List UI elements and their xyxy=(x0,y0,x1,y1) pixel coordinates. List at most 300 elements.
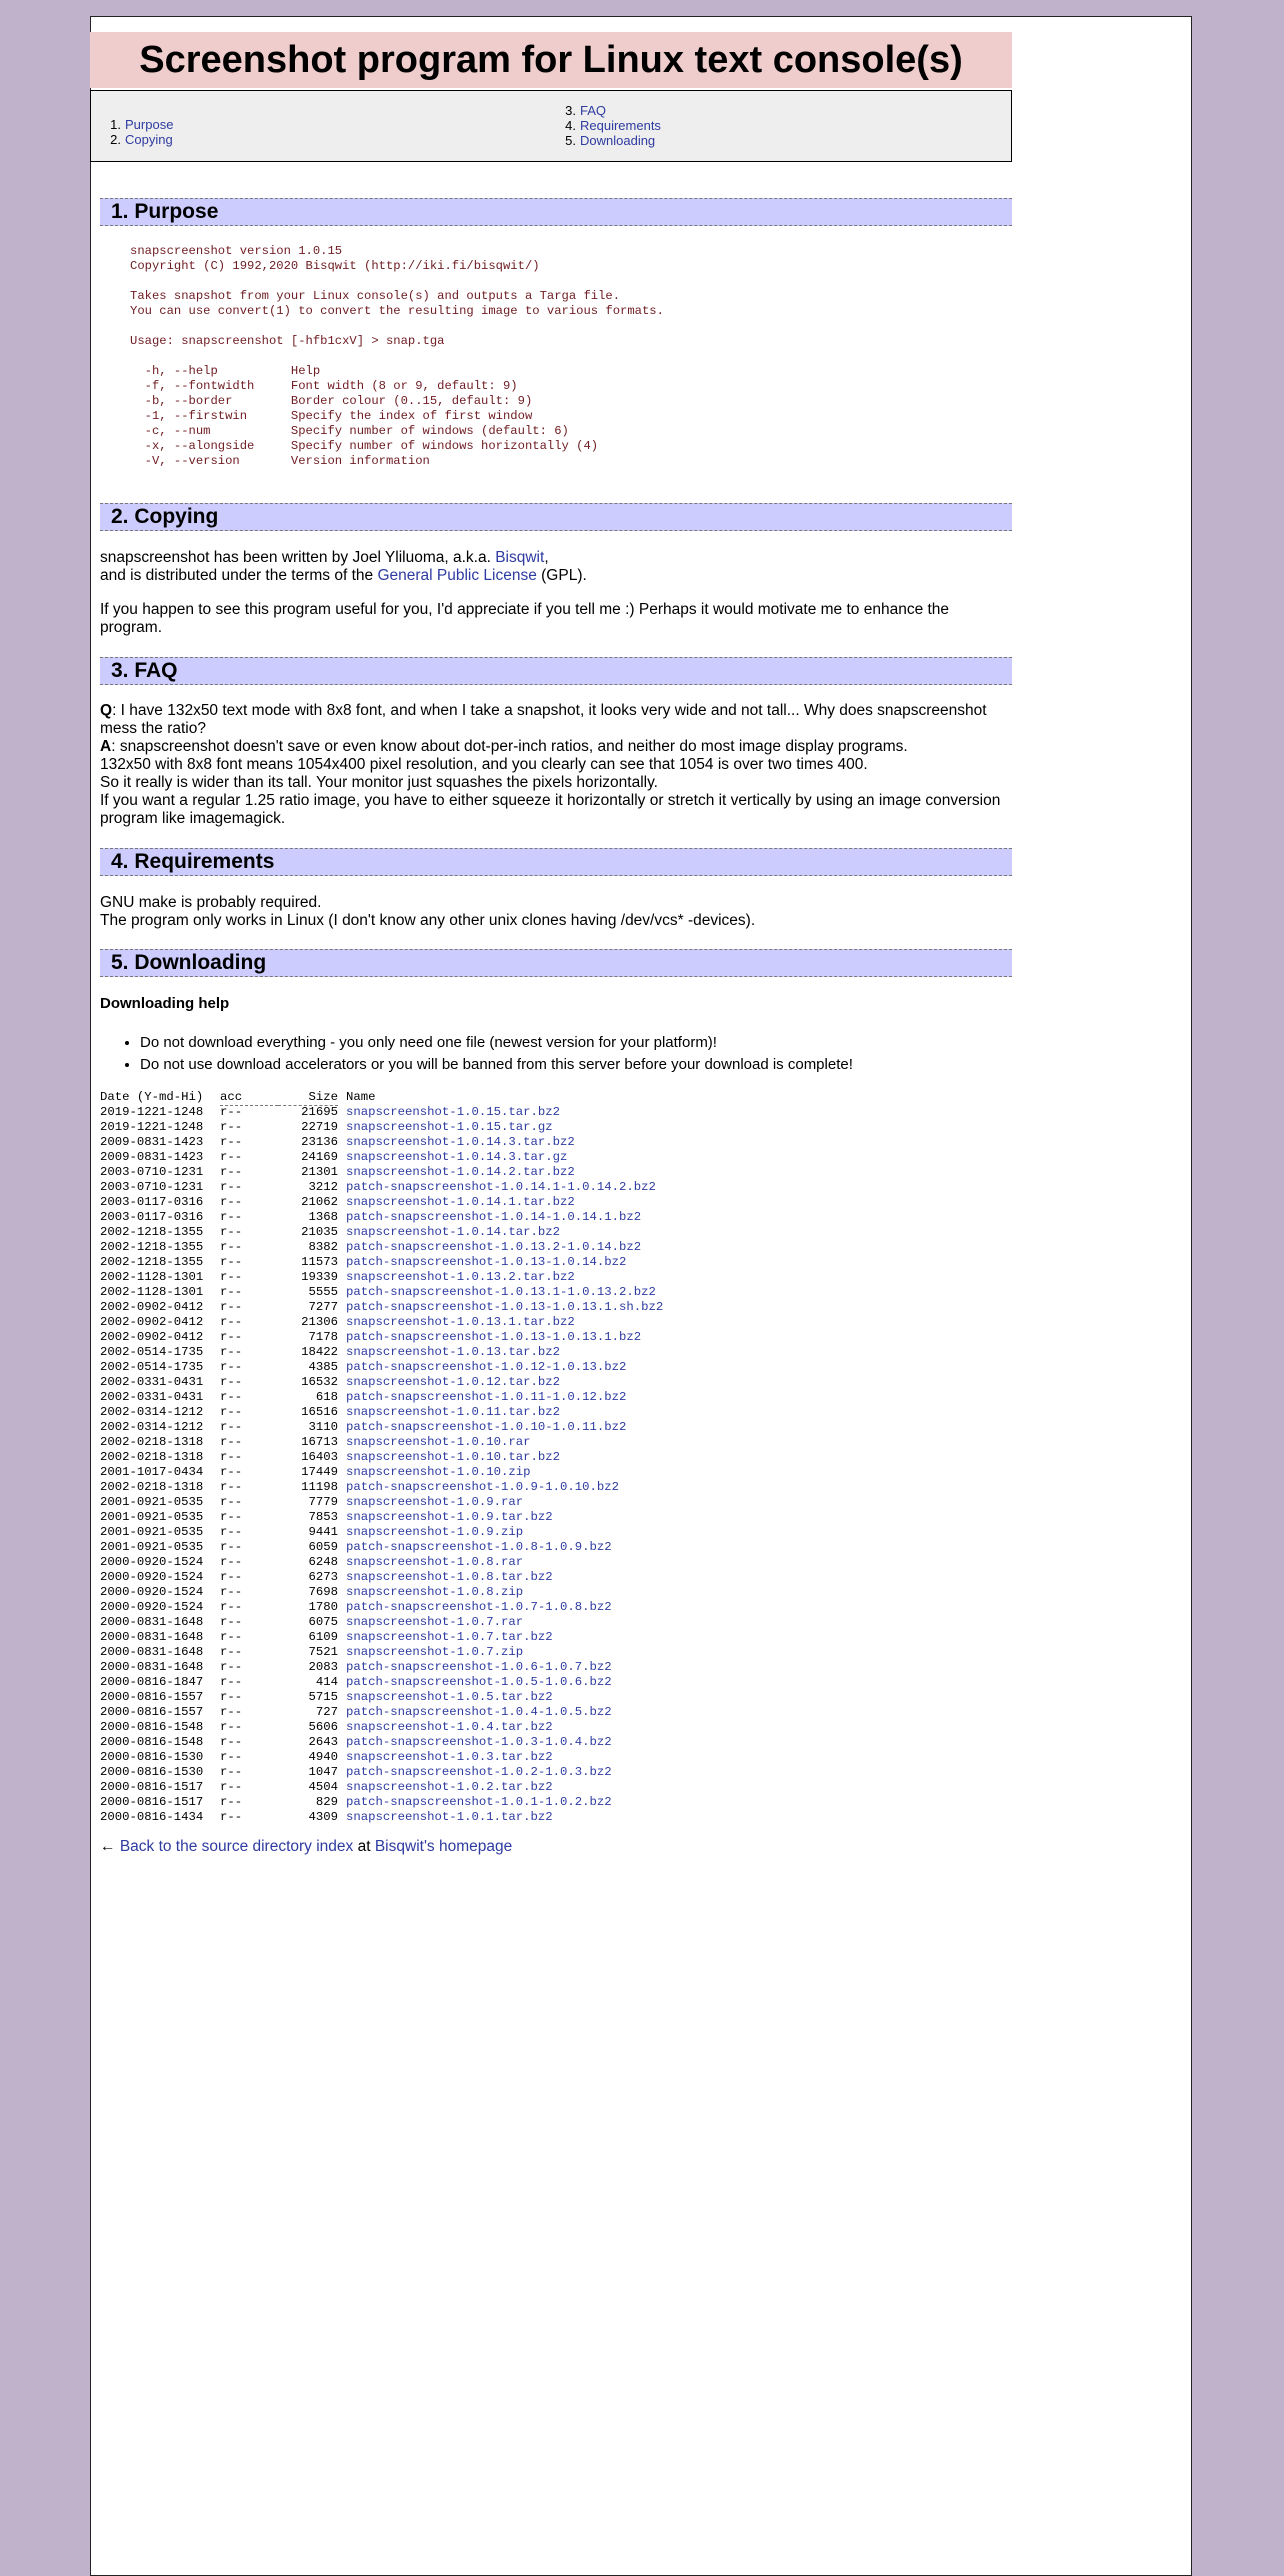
file-row xyxy=(100,1315,663,1330)
file-access: r-- xyxy=(220,1765,243,1779)
toc-number: 5. xyxy=(565,133,576,148)
file-download-link[interactable]: snapscreenshot-1.0.15.tar.bz2 xyxy=(346,1105,561,1119)
file-download-link[interactable]: patch-snapscreenshot-1.0.13-1.0.14.bz2 xyxy=(346,1255,627,1269)
file-date: 2000-0816-1517 xyxy=(100,1780,204,1794)
file-row xyxy=(100,1480,663,1495)
file-row xyxy=(100,1630,663,1645)
file-access: r-- xyxy=(220,1585,243,1599)
file-download-link[interactable]: patch-snapscreenshot-1.0.1-1.0.2.bz2 xyxy=(346,1795,612,1809)
copying-text: , xyxy=(544,549,549,566)
file-date: 2000-0831-1648 xyxy=(100,1660,204,1674)
file-row xyxy=(100,1660,663,1675)
file-access: r-- xyxy=(220,1570,243,1584)
file-access: r-- xyxy=(220,1555,243,1569)
file-download-link[interactable]: snapscreenshot-1.0.10.zip xyxy=(346,1465,531,1479)
file-access: r-- xyxy=(220,1660,243,1674)
file-download-link[interactable]: patch-snapscreenshot-1.0.14-1.0.14.1.bz2 xyxy=(346,1210,642,1224)
file-row xyxy=(100,1510,663,1525)
file-access: r-- xyxy=(220,1330,243,1344)
file-access: r-- xyxy=(220,1195,243,1209)
file-download-link[interactable]: patch-snapscreenshot-1.0.8-1.0.9.bz2 xyxy=(346,1540,612,1554)
section-heading-purpose: 1. Purpose xyxy=(100,198,1012,226)
file-download-link[interactable]: snapscreenshot-1.0.2.tar.bz2 xyxy=(346,1780,553,1794)
file-download-link[interactable]: snapscreenshot-1.0.14.3.tar.bz2 xyxy=(346,1135,575,1149)
source-index-link[interactable]: Back to the source directory index xyxy=(119,1838,354,1855)
file-size: 829 xyxy=(315,1795,338,1809)
file-row xyxy=(100,1195,663,1210)
file-size: 6248 xyxy=(308,1555,338,1569)
file-size: 618 xyxy=(315,1390,338,1404)
toc-link-purpose[interactable]: Purpose xyxy=(125,117,174,132)
file-row xyxy=(100,1810,663,1825)
file-download-link[interactable]: snapscreenshot-1.0.5.tar.bz2 xyxy=(346,1690,553,1704)
file-date: 2000-0831-1648 xyxy=(100,1630,204,1644)
file-date: 2001-0921-0535 xyxy=(100,1510,204,1524)
file-date: 2003-0710-1231 xyxy=(100,1180,204,1194)
toc-right-column xyxy=(560,103,661,148)
file-size: 7698 xyxy=(308,1585,338,1599)
file-row xyxy=(100,1390,663,1405)
file-download-link[interactable]: patch-snapscreenshot-1.0.4-1.0.5.bz2 xyxy=(346,1705,612,1719)
file-date: 2002-1128-1301 xyxy=(100,1285,204,1299)
copying-text: and is distributed under the terms of the xyxy=(100,567,378,584)
file-size: 8382 xyxy=(308,1240,338,1254)
file-download-link[interactable]: snapscreenshot-1.0.10.rar xyxy=(346,1435,531,1449)
file-download-link[interactable]: snapscreenshot-1.0.4.tar.bz2 xyxy=(346,1720,553,1734)
file-download-link[interactable]: patch-snapscreenshot-1.0.2-1.0.3.bz2 xyxy=(346,1765,612,1779)
file-download-link[interactable]: patch-snapscreenshot-1.0.12-1.0.13.bz2 xyxy=(346,1360,627,1374)
file-access: r-- xyxy=(220,1255,243,1269)
file-download-link[interactable]: patch-snapscreenshot-1.0.10-1.0.11.bz2 xyxy=(346,1420,627,1434)
file-date: 2000-0816-1434 xyxy=(100,1810,204,1824)
file-access: r-- xyxy=(220,1210,243,1224)
usage-text: snapscreenshot version 1.0.15 Copyright (C) 1992,2020 Bisqwit (http://iki.fi/bisqwit/) Takes snapshot from your Linux console(s) and outputs a Targa file. You can use convert(1) to convert the resulting image to various formats. Usage: snapscreenshot [-hfb1cxV] > snap.tga -h, --help Help -f, --fontwidth Font width (8 or 9, default: 9) -b, --border Border colour (0..15, default: 9) -1, --firstwin Specify the index of first window -c, --num Specify number of windows (default: 6) -x, --alongside Specify number of windows horizontally (4) -V, --version Version information xyxy=(130,244,664,468)
file-row xyxy=(100,1135,663,1150)
file-size: 16403 xyxy=(301,1450,338,1464)
file-date: 2001-0921-0535 xyxy=(100,1495,204,1509)
file-size: 16516 xyxy=(301,1405,338,1419)
toc-item xyxy=(560,118,661,133)
file-size: 1047 xyxy=(308,1765,338,1779)
file-row xyxy=(100,1540,663,1555)
file-row xyxy=(100,1495,663,1510)
column-header-acc: acc xyxy=(220,1090,278,1106)
toc-item xyxy=(560,133,661,148)
file-access: r-- xyxy=(220,1450,243,1464)
file-rows xyxy=(100,1105,663,1825)
file-access: r-- xyxy=(220,1390,243,1404)
file-row xyxy=(100,1525,663,1540)
file-download-link[interactable]: snapscreenshot-1.0.7.rar xyxy=(346,1615,524,1629)
file-size: 19339 xyxy=(301,1270,338,1284)
file-size: 6273 xyxy=(308,1570,338,1584)
file-date: 2000-0920-1524 xyxy=(100,1555,204,1569)
file-date: 2000-0920-1524 xyxy=(100,1600,204,1614)
file-size: 4504 xyxy=(308,1780,338,1794)
column-header-size: Size xyxy=(278,1090,338,1106)
file-row xyxy=(100,1255,663,1270)
section-heading-faq: 3. FAQ xyxy=(100,657,1012,685)
file-size: 4385 xyxy=(308,1360,338,1374)
file-access: r-- xyxy=(220,1120,243,1134)
file-row xyxy=(100,1270,663,1285)
faq-answer-line: 132x50 with 8x8 font means 1054x400 pixel resolution, and you clearly can see that 1054 is over two times 400. xyxy=(100,756,868,773)
file-access: r-- xyxy=(220,1420,243,1434)
file-download-link[interactable]: snapscreenshot-1.0.8.rar xyxy=(346,1555,524,1569)
file-date: 2002-0514-1735 xyxy=(100,1360,204,1374)
file-access: r-- xyxy=(220,1615,243,1629)
downloading-help-list xyxy=(100,1032,1012,1076)
file-access: r-- xyxy=(220,1180,243,1194)
file-download-link[interactable]: snapscreenshot-1.0.14.3.tar.gz xyxy=(346,1150,568,1164)
file-download-link[interactable]: patch-snapscreenshot-1.0.3-1.0.4.bz2 xyxy=(346,1735,612,1749)
section-heading-copying: 2. Copying xyxy=(100,503,1012,531)
file-access: r-- xyxy=(220,1495,243,1509)
file-size: 11198 xyxy=(301,1480,338,1494)
file-size: 4940 xyxy=(308,1750,338,1764)
file-size: 11573 xyxy=(301,1255,338,1269)
footer-nav xyxy=(100,1838,1012,1856)
file-size: 21306 xyxy=(301,1315,338,1329)
file-date: 2001-0921-0535 xyxy=(100,1540,204,1554)
file-row xyxy=(100,1285,663,1300)
file-row xyxy=(100,1225,663,1240)
toc-item xyxy=(105,117,173,132)
file-access: r-- xyxy=(220,1240,243,1254)
file-row xyxy=(100,1750,663,1765)
file-download-link[interactable]: snapscreenshot-1.0.7.zip xyxy=(346,1645,524,1659)
toc-item xyxy=(560,103,661,118)
file-size: 22719 xyxy=(301,1120,338,1134)
file-row xyxy=(100,1795,663,1810)
file-size: 2083 xyxy=(308,1660,338,1674)
file-size: 7521 xyxy=(308,1645,338,1659)
file-row xyxy=(100,1180,663,1195)
file-size: 2643 xyxy=(308,1735,338,1749)
download-rule: • Do not use download accelerators or you will be banned from this server before your download is complete! xyxy=(140,1054,1012,1076)
file-date: 2002-0902-0412 xyxy=(100,1315,204,1329)
file-access: r-- xyxy=(220,1225,243,1239)
file-download-link[interactable]: snapscreenshot-1.0.9.rar xyxy=(346,1495,524,1509)
file-row xyxy=(100,1585,663,1600)
file-access: r-- xyxy=(220,1795,243,1809)
toc-link-faq[interactable]: FAQ xyxy=(580,103,607,118)
file-date: 2002-0331-0431 xyxy=(100,1390,204,1404)
faq-question: : I have 132x50 text mode with 8x8 font, and when I take a snapshot, it looks very wide and not tall... Why does snapscreenshot mess the ratio? xyxy=(100,702,987,737)
file-size: 1368 xyxy=(308,1210,338,1224)
file-listing-header xyxy=(100,1090,663,1105)
file-size: 6059 xyxy=(308,1540,338,1554)
file-date: 2002-0218-1318 xyxy=(100,1435,204,1449)
file-access: r-- xyxy=(220,1600,243,1614)
copying-text: snapscreenshot has been written by Joel Yliluoma, a.k.a. xyxy=(100,549,496,566)
file-download-link[interactable]: patch-snapscreenshot-1.0.13-1.0.13.1.sh.bz2 xyxy=(346,1300,664,1314)
file-date: 2000-0920-1524 xyxy=(100,1570,204,1584)
file-date: 2000-0816-1548 xyxy=(100,1720,204,1734)
file-access: r-- xyxy=(220,1735,243,1749)
file-download-link[interactable]: patch-snapscreenshot-1.0.9-1.0.10.bz2 xyxy=(346,1480,620,1494)
file-size: 17449 xyxy=(301,1465,338,1479)
file-download-link[interactable]: snapscreenshot-1.0.9.zip xyxy=(346,1525,524,1539)
file-date: 2000-0831-1648 xyxy=(100,1645,204,1659)
file-access: r-- xyxy=(220,1525,243,1539)
file-date: 2002-0902-0412 xyxy=(100,1300,204,1314)
toc-link-copying[interactable]: Copying xyxy=(125,132,173,147)
file-date: 2002-1218-1355 xyxy=(100,1240,204,1254)
file-row xyxy=(100,1600,663,1615)
file-access: r-- xyxy=(220,1780,243,1794)
file-row xyxy=(100,1675,663,1690)
homepage-link[interactable]: Bisqwit's homepage xyxy=(374,1838,513,1855)
file-row xyxy=(100,1300,663,1315)
file-date: 2002-1218-1355 xyxy=(100,1255,204,1269)
file-row xyxy=(100,1240,663,1255)
file-row xyxy=(100,1345,663,1360)
file-size: 1780 xyxy=(308,1600,338,1614)
file-row xyxy=(100,1105,663,1120)
file-size: 9441 xyxy=(308,1525,338,1539)
file-row xyxy=(100,1405,663,1420)
file-date: 2000-0816-1517 xyxy=(100,1795,204,1809)
requirements-line: The program only works in Linux (I don't know any other unix clones having /dev/vcs* -devices). xyxy=(100,912,756,929)
toc-number: 3. xyxy=(565,103,576,118)
file-access: r-- xyxy=(220,1750,243,1764)
file-size: 4309 xyxy=(308,1810,338,1824)
file-date: 2000-0816-1548 xyxy=(100,1735,204,1749)
file-size: 727 xyxy=(315,1705,338,1719)
toc-link-requirements[interactable]: Requirements xyxy=(580,118,661,133)
file-download-link[interactable]: snapscreenshot-1.0.15.tar.gz xyxy=(346,1120,553,1134)
back-arrow-icon: ← xyxy=(100,1838,116,1855)
file-access: r-- xyxy=(220,1150,243,1164)
faq-answer-line: So it really is wider than its tall. Your monitor just squashes the pixels horizontally. xyxy=(100,774,658,791)
file-access: r-- xyxy=(220,1270,243,1284)
toc-number: 2. xyxy=(110,132,121,147)
file-size: 3212 xyxy=(308,1180,338,1194)
file-access: r-- xyxy=(220,1705,243,1719)
file-download-link[interactable]: snapscreenshot-1.0.1.tar.bz2 xyxy=(346,1810,553,1824)
file-date: 2002-0218-1318 xyxy=(100,1450,204,1464)
file-download-link[interactable]: patch-snapscreenshot-1.0.13.2-1.0.14.bz2 xyxy=(346,1240,642,1254)
faq-answer: : snapscreenshot doesn't save or even know about dot-per-inch ratios, and neither do most image display programs. xyxy=(111,738,908,755)
file-download-link[interactable]: snapscreenshot-1.0.8.tar.bz2 xyxy=(346,1570,553,1584)
file-row xyxy=(100,1360,663,1375)
file-access: r-- xyxy=(220,1375,243,1389)
file-download-link[interactable]: patch-snapscreenshot-1.0.14.1-1.0.14.2.bz2 xyxy=(346,1180,656,1194)
file-download-link[interactable]: snapscreenshot-1.0.10.tar.bz2 xyxy=(346,1450,561,1464)
section-heading-requirements: 4. Requirements xyxy=(100,848,1012,876)
file-date: 2003-0117-0316 xyxy=(100,1210,204,1224)
toc-item xyxy=(105,132,173,147)
file-download-link[interactable]: patch-snapscreenshot-1.0.5-1.0.6.bz2 xyxy=(346,1675,612,1689)
gpl-link[interactable]: General Public License xyxy=(377,567,537,584)
file-size: 16713 xyxy=(301,1435,338,1449)
copying-note: If you happen to see this program useful for you, I'd appreciate if you tell me :) Perhaps it would motivate me to enhance the program. xyxy=(100,601,950,636)
file-access: r-- xyxy=(220,1675,243,1689)
file-row xyxy=(100,1120,663,1135)
file-download-link[interactable]: patch-snapscreenshot-1.0.13-1.0.13.1.bz2 xyxy=(346,1330,642,1344)
file-access: r-- xyxy=(220,1300,243,1314)
faq-answer-label: A xyxy=(100,738,112,755)
file-row xyxy=(100,1210,663,1225)
file-download-link[interactable]: snapscreenshot-1.0.14.1.tar.bz2 xyxy=(346,1195,575,1209)
file-access: r-- xyxy=(220,1165,243,1179)
file-size: 5606 xyxy=(308,1720,338,1734)
file-date: 2001-1017-0434 xyxy=(100,1465,204,1479)
requirements-content xyxy=(100,894,1012,930)
file-access: r-- xyxy=(220,1690,243,1704)
file-size: 6109 xyxy=(308,1630,338,1644)
file-access: r-- xyxy=(220,1645,243,1659)
file-size: 6075 xyxy=(308,1615,338,1629)
file-date: 2002-0314-1212 xyxy=(100,1420,204,1434)
file-download-link[interactable]: patch-snapscreenshot-1.0.6-1.0.7.bz2 xyxy=(346,1660,612,1674)
file-download-link[interactable]: snapscreenshot-1.0.14.2.tar.bz2 xyxy=(346,1165,575,1179)
faq-answer-line: If you want a regular 1.25 ratio image, you have to either squeeze it horizontally or stretch it vertically by using an image conversion program like imagemagick. xyxy=(100,792,1001,827)
file-download-link[interactable]: snapscreenshot-1.0.9.tar.bz2 xyxy=(346,1510,553,1524)
file-date: 2000-0816-1557 xyxy=(100,1705,204,1719)
file-row xyxy=(100,1330,663,1345)
file-row xyxy=(100,1165,663,1180)
file-date: 2002-0331-0431 xyxy=(100,1375,204,1389)
file-size: 18422 xyxy=(301,1345,338,1359)
file-date: 2002-0218-1318 xyxy=(100,1480,204,1494)
file-download-link[interactable]: snapscreenshot-1.0.14.tar.bz2 xyxy=(346,1225,561,1239)
file-access: r-- xyxy=(220,1135,243,1149)
column-header-date: Date (Y-md-Hi) xyxy=(100,1090,204,1104)
file-size: 5555 xyxy=(308,1285,338,1299)
file-download-link[interactable]: snapscreenshot-1.0.12.tar.bz2 xyxy=(346,1375,561,1389)
file-access: r-- xyxy=(220,1465,243,1479)
file-download-link[interactable]: snapscreenshot-1.0.13.tar.bz2 xyxy=(346,1345,561,1359)
file-date: 2000-0920-1524 xyxy=(100,1585,204,1599)
file-access: r-- xyxy=(220,1105,243,1119)
file-size: 24169 xyxy=(301,1150,338,1164)
column-header-name: Name xyxy=(346,1090,376,1104)
file-row xyxy=(100,1735,663,1750)
file-access: r-- xyxy=(220,1345,243,1359)
file-size: 21695 xyxy=(301,1105,338,1119)
file-row xyxy=(100,1375,663,1390)
file-row xyxy=(100,1690,663,1705)
file-access: r-- xyxy=(220,1720,243,1734)
file-size: 7853 xyxy=(308,1510,338,1524)
file-size: 7779 xyxy=(308,1495,338,1509)
copying-paragraph xyxy=(100,549,1012,585)
file-row xyxy=(100,1615,663,1630)
file-date: 2001-0921-0535 xyxy=(100,1525,204,1539)
file-date: 2000-0816-1530 xyxy=(100,1765,204,1779)
file-listing xyxy=(100,1090,663,1825)
file-date: 2003-0710-1231 xyxy=(100,1165,204,1179)
file-row xyxy=(100,1555,663,1570)
file-download-link[interactable]: snapscreenshot-1.0.13.2.tar.bz2 xyxy=(346,1270,575,1284)
toc-number: 1. xyxy=(110,117,121,132)
file-access: r-- xyxy=(220,1540,243,1554)
file-row xyxy=(100,1450,663,1465)
file-download-link[interactable]: patch-snapscreenshot-1.0.7-1.0.8.bz2 xyxy=(346,1600,612,1614)
file-download-link[interactable]: snapscreenshot-1.0.3.tar.bz2 xyxy=(346,1750,553,1764)
file-date: 2002-0314-1212 xyxy=(100,1405,204,1419)
file-download-link[interactable]: snapscreenshot-1.0.11.tar.bz2 xyxy=(346,1405,561,1419)
file-access: r-- xyxy=(220,1315,243,1329)
file-size: 5715 xyxy=(308,1690,338,1704)
file-access: r-- xyxy=(220,1285,243,1299)
file-row xyxy=(100,1150,663,1165)
file-date: 2000-0816-1557 xyxy=(100,1690,204,1704)
file-size: 7277 xyxy=(308,1300,338,1314)
toc-left-column xyxy=(105,117,173,147)
file-download-link[interactable]: snapscreenshot-1.0.13.1.tar.bz2 xyxy=(346,1315,575,1329)
file-date: 2002-0514-1735 xyxy=(100,1345,204,1359)
file-download-link[interactable]: patch-snapscreenshot-1.0.11-1.0.12.bz2 xyxy=(346,1390,627,1404)
section-heading-downloading: 5. Downloading xyxy=(100,949,1012,977)
file-access: r-- xyxy=(220,1630,243,1644)
file-row xyxy=(100,1720,663,1735)
faq-question-label: Q xyxy=(100,702,113,719)
file-date: 2002-0902-0412 xyxy=(100,1330,204,1344)
file-access: r-- xyxy=(220,1510,243,1524)
file-access: r-- xyxy=(220,1435,243,1449)
bisqwit-link[interactable]: Bisqwit xyxy=(495,549,545,566)
file-size: 21301 xyxy=(301,1165,338,1179)
file-access: r-- xyxy=(220,1360,243,1374)
file-size: 23136 xyxy=(301,1135,338,1149)
file-row xyxy=(100,1645,663,1660)
file-date: 2000-0831-1648 xyxy=(100,1615,204,1629)
file-access: r-- xyxy=(220,1810,243,1824)
file-size: 21062 xyxy=(301,1195,338,1209)
file-date: 2009-0831-1423 xyxy=(100,1150,204,1164)
file-access: r-- xyxy=(220,1405,243,1419)
file-date: 2000-0816-1847 xyxy=(100,1675,204,1689)
file-date: 2000-0816-1530 xyxy=(100,1750,204,1764)
file-row xyxy=(100,1570,663,1585)
file-row xyxy=(100,1435,663,1450)
file-size: 414 xyxy=(315,1675,338,1689)
requirements-line: GNU make is probably required. xyxy=(100,894,322,911)
page-title: Screenshot program for Linux text console(s) xyxy=(90,32,1012,88)
file-download-link[interactable]: patch-snapscreenshot-1.0.13.1-1.0.13.2.bz2 xyxy=(346,1285,656,1299)
toc-number: 4. xyxy=(565,118,576,133)
table-of-contents xyxy=(90,90,1012,162)
file-date: 2002-1218-1355 xyxy=(100,1225,204,1239)
file-date: 2003-0117-0316 xyxy=(100,1195,204,1209)
file-download-link[interactable]: snapscreenshot-1.0.7.tar.bz2 xyxy=(346,1630,553,1644)
footer-text: at xyxy=(353,1838,375,1855)
file-size: 3110 xyxy=(308,1420,338,1434)
file-row xyxy=(100,1465,663,1480)
file-row xyxy=(100,1780,663,1795)
file-download-link[interactable]: snapscreenshot-1.0.8.zip xyxy=(346,1585,524,1599)
file-date: 2019-1221-1248 xyxy=(100,1105,204,1119)
copying-text: (GPL). xyxy=(536,567,587,584)
file-row xyxy=(100,1765,663,1780)
file-row xyxy=(100,1705,663,1720)
file-date: 2019-1221-1248 xyxy=(100,1120,204,1134)
file-date: 2009-0831-1423 xyxy=(100,1135,204,1149)
file-size: 16532 xyxy=(301,1375,338,1389)
downloading-help-title: Downloading help xyxy=(100,995,230,1012)
toc-link-downloading[interactable]: Downloading xyxy=(580,133,656,148)
file-size: 7178 xyxy=(308,1330,338,1344)
faq-content xyxy=(100,702,1012,828)
download-rule: • Do not download everything - you only need one file (newest version for your platform)! xyxy=(140,1032,1012,1054)
file-access: r-- xyxy=(220,1480,243,1494)
file-date: 2002-1128-1301 xyxy=(100,1270,204,1284)
file-size: 21035 xyxy=(301,1225,338,1239)
file-row xyxy=(100,1420,663,1435)
